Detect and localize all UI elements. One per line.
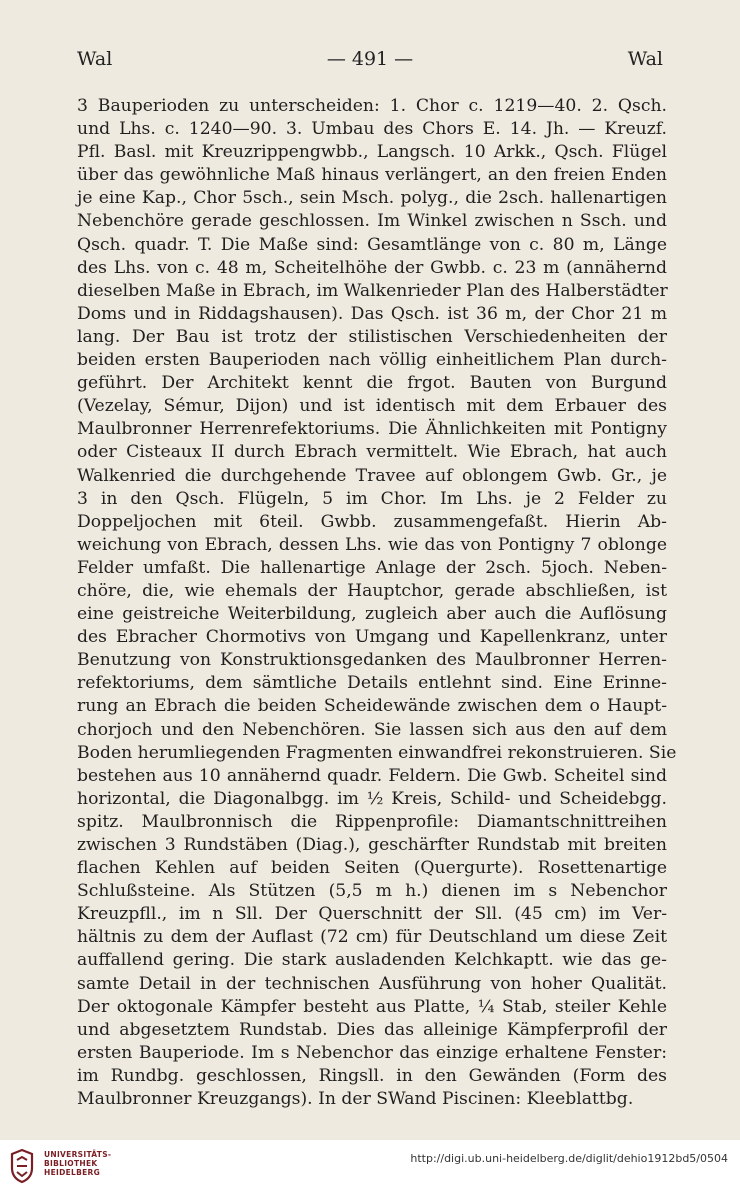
library-logo[interactable] — [8, 1148, 148, 1186]
text-line: spitz. Maulbronnisch die Rippenprofile: Diamantschnittreihen — [77, 811, 667, 832]
text-line: lang. Der Bau ist trotz der stilistischen Verschiedenheiten der — [77, 326, 667, 347]
text-line: rung an Ebrach die beiden Scheidewände zwischen dem o Haupt- — [77, 696, 667, 717]
page-number: — 491 — — [326, 48, 414, 70]
text-line: im Rundbg. geschlossen, Ringsll. in den Gewänden (Form des — [77, 1065, 667, 1086]
text-line: 3 Bauperioden zu unterscheiden: 1. Chor c. 1219—40. 2. Qsch. — [77, 96, 667, 116]
text-line: über das gewöhnliche Maß hinaus verlängert, an den freien Enden — [77, 165, 667, 186]
text-line: Benutzung von Konstruktionsgedanken des Maulbronner Herren- — [77, 650, 667, 671]
text-line: samte Detail in der technischen Ausführung von hoher Qualität. — [77, 973, 667, 994]
text-line: dieselben Maße in Ebrach, im Walkenrieder Plan des Halberstädter — [77, 280, 668, 301]
text-line: (Vezelay, Sémur, Dijon) und ist identisch mit dem Erbauer des — [77, 396, 667, 417]
text-line: eine geistreiche Weiterbildung, zugleich aber auch die Auflösung — [77, 604, 667, 625]
logo-line-2: BIBLIOTHEK — [44, 1159, 98, 1168]
text-line: Der oktogonale Kämpfer besteht aus Platte, ¼ Stab, steiler Kehle — [77, 996, 667, 1017]
text-line: bestehen aus 10 annähernd quadr. Feldern. Die Gwb. Scheitel sind — [77, 765, 667, 786]
text-line: beiden ersten Bauperioden nach völlig einheitlichem Plan durch- — [77, 350, 667, 371]
library-seal-icon — [8, 1148, 38, 1184]
logo-line-3: HEIDELBERG — [44, 1168, 101, 1177]
text-line: je eine Kap., Chor 5sch., sein Msch. polyg., die 2sch. hallenartigen — [77, 188, 667, 209]
text-line: ersten Bauperiode. Im s Nebenchor das einzige erhaltene Fenster: — [77, 1042, 667, 1063]
text-line: Felder umfaßt. Die hallenartige Anlage der 2sch. 5joch. Neben- — [77, 557, 667, 578]
logo-text — [44, 1150, 111, 1177]
text-line: hältnis zu dem der Auflast (72 cm) für Deutschland um diese Zeit — [77, 927, 667, 948]
text-line: und abgesetztem Rundstab. Dies das alleinige Kämpferprofil der — [77, 1019, 667, 1040]
text-line: chorjoch und den Nebenchören. Sie lassen sich aus den auf dem — [77, 719, 667, 740]
text-line: Nebenchöre gerade geschlossen. Im Winkel zwischen n Ssch. und — [77, 211, 667, 232]
text-line: Walkenried die durchgehende Travee auf oblongem Gwb. Gr., je — [77, 465, 667, 486]
source-url-link[interactable]: http://digi.ub.uni-heidelberg.de/diglit/dehio1912bd5/0504 — [410, 1152, 728, 1165]
text-line: Schlußsteine. Als Stützen (5,5 m h.) dienen im s Nebenchor — [77, 881, 667, 902]
text-line: geführt. Der Architekt kennt die frgot. Bauten von Burgund — [77, 373, 667, 394]
text-line: Maulbronner Kreuzgangs). In der SWand Piscinen: Kleeblattbg. — [77, 1089, 634, 1110]
text-line: zwischen 3 Rundstäben (Diag.), geschärfter Rundstab mit breiten — [77, 835, 667, 855]
text-line: chöre, die, wie ehemals der Hauptchor, gerade abschließen, ist — [77, 580, 667, 601]
text-line: des Lhs. von c. 48 m, Scheitelhöhe der Gwbb. c. 23 m (annähernd — [77, 257, 667, 278]
text-line: Maulbronner Herrenrefektoriums. Die Ähnlichkeiten mit Pontigny — [77, 419, 667, 440]
running-head — [77, 48, 663, 80]
text-line: Kreuzpfll., im n Sll. Der Querschnitt der Sll. (45 cm) im Ver- — [77, 904, 667, 925]
text-line: auffallend gering. Die stark ausladenden Kelchkaptt. wie das ge- — [77, 950, 667, 971]
text-line: weichung von Ebrach, dessen Lhs. wie das von Pontigny 7 oblonge — [77, 534, 667, 555]
header-right-keyword: Wal — [627, 48, 663, 70]
text-line: flachen Kehlen auf beiden Seiten (Quergurte). Rosettenartige — [77, 858, 667, 879]
text-line: Pfl. Basl. mit Kreuzrippengwbb., Langsch. 10 Arkk., Qsch. Flügel — [77, 142, 667, 163]
text-line: Boden herumliegenden Fragmenten einwandfrei rekonstruieren. Sie — [77, 742, 677, 763]
text-line: Doms und in Riddagshausen). Das Qsch. ist 36 m, der Chor 21 m — [77, 303, 667, 324]
text-line: oder Cisteaux II durch Ebrach vermittelt. Wie Ebrach, hat auch — [77, 442, 667, 463]
text-line: horizontal, die Diagonalbgg. im ½ Kreis, Schild- und Scheidebgg. — [77, 788, 667, 809]
footer-bar — [0, 1140, 740, 1192]
body-text — [77, 95, 677, 1111]
logo-line-1: UNIVERSITÄTS- — [44, 1150, 112, 1159]
text-line: und Lhs. c. 1240—90. 3. Umbau des Chors E. 14. Jh. — Kreuzf. — [77, 119, 667, 140]
text-line: Qsch. quadr. T. Die Maße sind: Gesamtlänge von c. 80 m, Länge — [77, 234, 667, 255]
text-line: des Ebracher Chormotivs von Umgang und Kapellenkranz, unter — [77, 627, 667, 648]
header-left-keyword: Wal — [77, 48, 113, 70]
text-line: 3 in den Qsch. Flügeln, 5 im Chor. Im Lhs. je 2 Felder zu — [77, 488, 667, 509]
text-line: refektoriums, dem sämtliche Details entlehnt sind. Eine Erinne- — [77, 673, 667, 694]
text-line: Doppeljochen mit 6teil. Gwbb. zusammengefaßt. Hierin Ab- — [77, 511, 667, 532]
